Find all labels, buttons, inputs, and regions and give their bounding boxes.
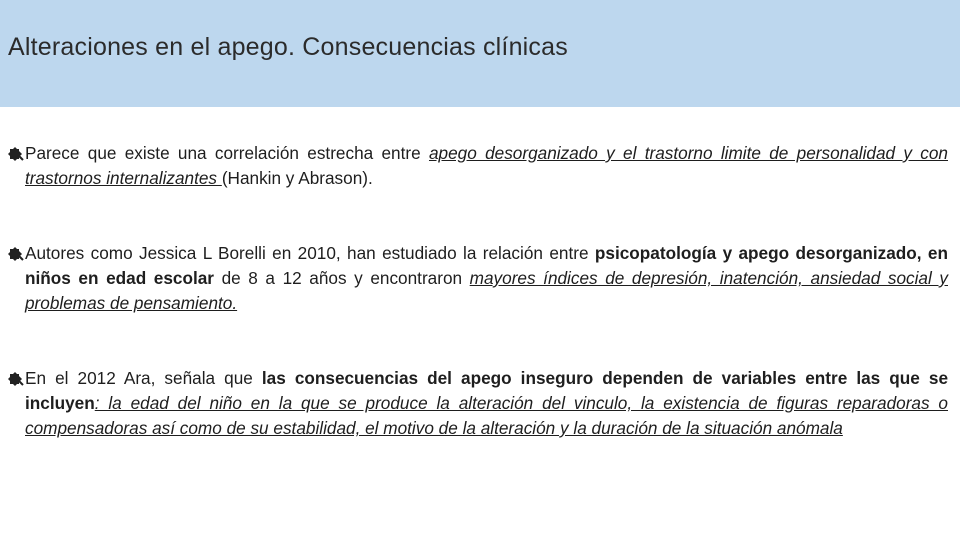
slide-title: Alteraciones en el apego. Consecuencias clínicas [8,33,568,61]
checkbox-bullet-icon [8,247,24,261]
bullet-item-3 [8,366,948,441]
title-bar [0,0,960,107]
bullet-3-emphasis: : la edad del niño en la que se produce la alteración del vinculo, la existencia de figuras reparadoras o compensadoras así como de su estabilidad, el motivo de la alteración y la duración de la situación anómala [25,393,948,438]
bullet-2-emphasis: mayores índices de depresión, inatención, ansiedad social y problemas de pensamiento. [25,268,948,313]
bullet-3-bold: las consecuencias del apego inseguro dependen de variables entre las que se incluyen [25,368,949,413]
bullet-3-text-1: En el 2012 Ara, señala que [25,368,262,388]
bullet-1-text-1: Parece que existe una correlación estrecha entre [25,143,429,163]
bullet-2-text-1: Autores como Jessica L Borelli en 2010, han estudiado la relación entre [25,243,595,263]
checkbox-bullet-icon [8,147,24,161]
bullet-item-2 [8,241,948,316]
bullet-1-citation: (Hankin y Abrason). [221,168,373,188]
checkbox-bullet-icon [8,372,24,386]
bullet-2-bold: psicopatología y apego desorganizado, en niños en edad escolar [25,243,948,288]
bullet-list [8,141,948,441]
bullet-2-text-2: de 8 a 12 años y encontraron [213,268,470,288]
bullet-item-1 [8,141,948,191]
bullet-1-emphasis: apego desorganizado y el trastorno limite de personalidad y con trastornos internalizantes [25,143,948,188]
